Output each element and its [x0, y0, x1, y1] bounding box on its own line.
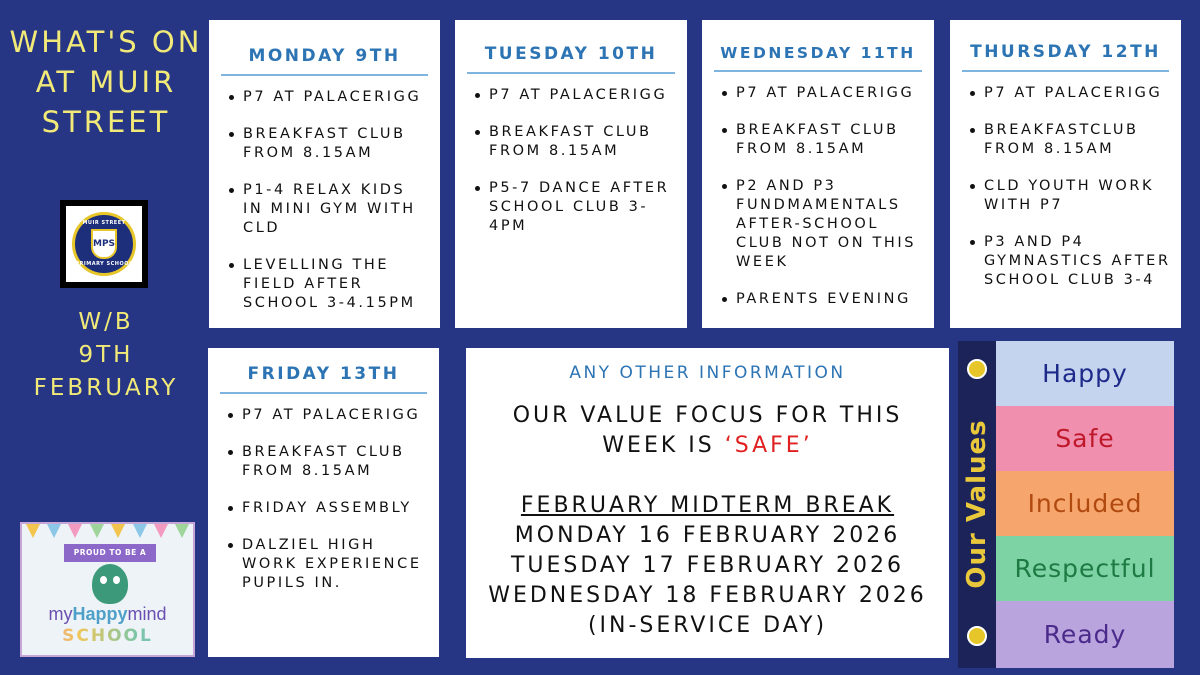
value-band-happy: Happy	[996, 341, 1174, 406]
school-crest-icon	[72, 212, 136, 276]
event-list	[208, 394, 439, 593]
event-list	[455, 74, 687, 236]
event-item: FRIDAY ASSEMBLY	[228, 499, 429, 518]
day-card-friday	[208, 348, 439, 657]
break-date: WEDNESDAY 18 FEBRUARY 2026 (IN-SERVICE DAY)	[488, 583, 927, 638]
brand-school: SCHOOL	[22, 626, 193, 646]
event-item: PARENTS EVENING	[722, 290, 924, 309]
crest-icon	[967, 359, 987, 379]
day-card-thursday	[950, 20, 1181, 328]
event-item: P7 AT PALACERIGG	[229, 88, 430, 107]
value-focus-text: OUR VALUE FOCUS FOR THIS WEEK IS	[512, 403, 903, 458]
day-title: MONDAY 9TH	[221, 46, 428, 76]
value-focus-word: ‘SAFE’	[724, 433, 813, 458]
crest-icon	[967, 626, 987, 646]
logo-bottom-text: PRIMARY SCHOOL	[75, 261, 133, 267]
value-band-ready: Ready	[996, 601, 1174, 668]
brand-name	[22, 604, 193, 625]
event-list	[702, 72, 934, 309]
day-card-wednesday	[702, 20, 934, 328]
event-item: P7 AT PALACERIGG	[228, 406, 429, 425]
brand-part: mind	[127, 604, 167, 624]
break-date: TUESDAY 17 FEBRUARY 2026	[510, 553, 905, 578]
title-line: WHAT'S ON	[9, 25, 203, 59]
event-item: DALZIEL HIGH WORK EXPERIENCE PUPILS IN.	[228, 536, 429, 593]
event-item: P3 AND P4 GYMNASTICS AFTER SCHOOL CLUB 3-4	[970, 233, 1171, 290]
event-list	[209, 76, 440, 313]
break-date: MONDAY 16 FEBRUARY 2026	[514, 523, 901, 548]
mascot-icon	[92, 564, 128, 604]
week-line: 9TH	[78, 342, 134, 368]
values-side-bar	[958, 341, 996, 668]
event-item: LEVELLING THE FIELD AFTER SCHOOL 3-4.15PM	[229, 256, 430, 313]
event-item: BREAKFAST CLUB FROM 8.15AM	[229, 125, 430, 163]
week-line: W/B	[78, 309, 134, 335]
event-item: BREAKFAST CLUB FROM 8.15AM	[722, 121, 924, 159]
page-title	[6, 22, 206, 142]
event-item: BREAKFASTCLUB FROM 8.15AM	[970, 121, 1171, 159]
event-item: P7 AT PALACERIGG	[722, 84, 924, 103]
logo-top-text: MUIR STREET	[82, 220, 126, 226]
event-item: P1-4 RELAX KIDS IN MINI GYM WITH CLD	[229, 181, 430, 238]
event-item: BREAKFAST CLUB FROM 8.15AM	[475, 123, 677, 161]
value-focus	[484, 401, 931, 461]
event-item: CLD YOUTH WORK WITH P7	[970, 177, 1171, 215]
event-item: BREAKFAST CLUB FROM 8.15AM	[228, 443, 429, 481]
value-band-safe: Safe	[996, 406, 1174, 471]
event-item: P2 AND P3 FUNDMAMENTALS AFTER-SCHOOL CLUB NOT ON THIS WEEK	[722, 177, 924, 272]
logo-initials: MPS	[91, 229, 117, 259]
brand-part: Happy	[72, 604, 128, 624]
event-list	[950, 72, 1181, 290]
day-title: FRIDAY 13TH	[220, 364, 427, 394]
bunting-icon	[22, 524, 193, 546]
our-values-panel	[958, 341, 1174, 668]
event-item: P7 AT PALACERIGG	[475, 86, 677, 105]
day-title: WEDNESDAY 11TH	[714, 44, 922, 72]
other-information-panel	[466, 348, 949, 658]
value-band-respectful: Respectful	[996, 536, 1174, 601]
info-body	[466, 401, 949, 641]
title-line: AT MUIR	[35, 65, 177, 99]
info-heading: ANY OTHER INFORMATION	[569, 363, 846, 383]
my-happy-mind-badge	[20, 522, 195, 657]
day-card-tuesday	[455, 20, 687, 328]
values-side-label: Our Values	[962, 419, 992, 589]
week-line: FEBRUARY	[33, 375, 179, 401]
event-item: P7 AT PALACERIGG	[970, 84, 1171, 103]
day-card-monday	[209, 20, 440, 328]
school-logo	[60, 200, 148, 288]
day-title: THURSDAY 12TH	[962, 42, 1169, 72]
title-line: STREET	[41, 105, 171, 139]
break-title: FEBRUARY MIDTERM BREAK	[520, 493, 895, 518]
brand-part: my	[48, 604, 73, 624]
week-beginning	[6, 306, 206, 405]
event-item: P5-7 DANCE AFTER SCHOOL CLUB 3-4PM	[475, 179, 677, 236]
day-title: TUESDAY 10TH	[467, 44, 675, 74]
value-band-included: Included	[996, 471, 1174, 536]
proud-banner: PROUD TO BE A	[64, 544, 156, 562]
